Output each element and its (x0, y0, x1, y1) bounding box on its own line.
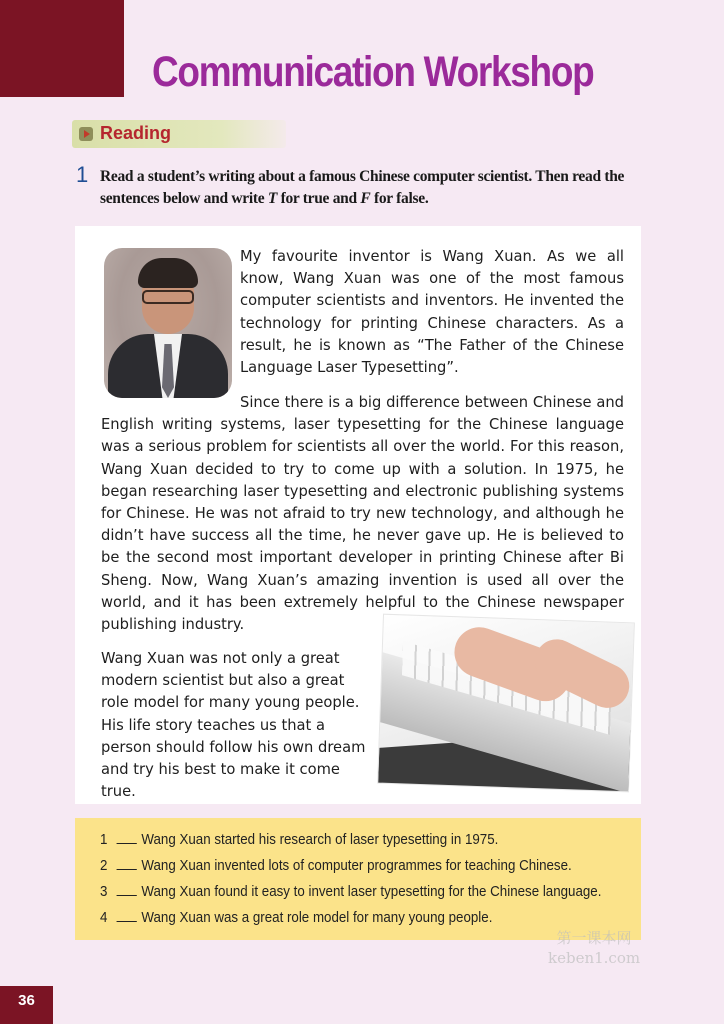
play-icon (79, 127, 93, 141)
question-number: 2 (100, 858, 108, 874)
watermark (548, 928, 640, 968)
question-item (100, 858, 572, 874)
question-text: Wang Xuan invented lots of computer programmes for teaching Chinese. (141, 858, 572, 874)
answer-blank[interactable] (117, 832, 137, 844)
page-number: 36 (18, 992, 35, 1009)
task-number: 1 (76, 162, 89, 187)
corner-color-block (0, 0, 124, 97)
question-item (100, 884, 601, 900)
question-text: Wang Xuan found it easy to invent laser typesetting for the Chinese language. (141, 884, 602, 900)
question-text: Wang Xuan was a great role model for many young people. (141, 910, 493, 926)
article-paragraph-1: My favourite inventor is Wang Xuan. As we all know, Wang Xuan was one of the most famous computer scientists and inventors. He invented the technology for printing Chinese characters. As a result, he is known as “The Father of the Chinese Language Laser Typesetting”. (240, 248, 624, 377)
answer-blank[interactable] (117, 884, 137, 896)
section-label: Reading (100, 123, 172, 143)
watermark-line-1: 第一课本网 (556, 929, 632, 947)
question-item (100, 910, 492, 926)
page-number-box (0, 986, 53, 1024)
answer-blank[interactable] (117, 858, 137, 870)
article-paragraph-2 (101, 392, 624, 636)
section-tag-reading (72, 120, 286, 148)
page-title: Communication Workshop (152, 48, 594, 96)
question-item (100, 832, 498, 848)
question-number: 4 (100, 910, 108, 926)
watermark-line-2: keben1.com (548, 949, 641, 967)
answer-blank[interactable] (117, 910, 137, 922)
task-instruction: Read a student’s writing about a famous Chinese computer scientist. Then read the sentences below and write T for true and F for false. (100, 168, 625, 207)
question-number: 1 (100, 832, 108, 848)
question-text: Wang Xuan started his research of laser typesetting in 1975. (141, 832, 499, 848)
article-paragraph-3: Wang Xuan was not only a great modern scientist but also a great role model for many young people. His life story teaches us that a person should follow his own dream and try his best to make it come true. (101, 650, 366, 801)
question-number: 3 (100, 884, 108, 900)
portrait-photo (104, 248, 232, 398)
article-paragraph-2-text: Since there is a big difference between Chinese and English writing systems, laser typesetting for the Chinese language was a serious problem for scientists all over the world. For this reason, Wang Xuan decided to try to come up with a solution. In 1975, he began researching laser typesetting and electronic publishing systems for Chinese. He was not afraid to try new technology, and although he didn’t have success all the time, he never gave up. He is believed to be the second most important developer in printing Chinese after Bi Sheng. Now, Wang Xuan’s amazing invention is used all over the world, and it has been extremely helpful to the Chinese newspaper publishing industry. (101, 394, 624, 634)
laptop-typing-photo (377, 614, 635, 793)
